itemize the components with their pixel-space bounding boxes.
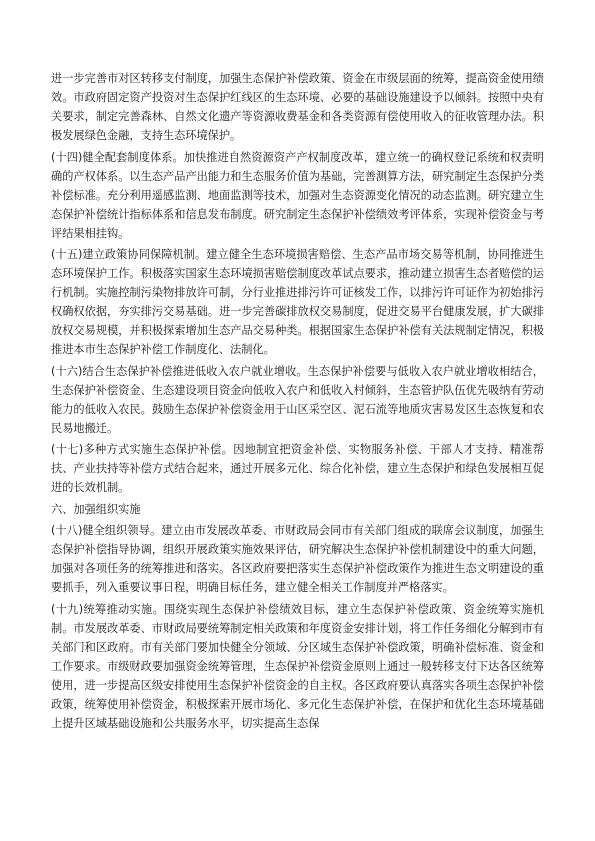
paragraph-14: (十四)健全配套制度体系。加快推进自然资源资产产权制度改革，建立统一的确权登记系统和权责明确的产权体系。以生态产品产出能力和生态服务价值为基础，完善测算方法，研究制定生态保护分类补偿标准。充分利用遥感监测、地面监测等技术，加强对生态资源变化情况的动态监测。研究建立生态保护补偿统计指标体系和信息发布制度。研究制定生态保护补偿绩效考评体系，实现补偿资金与考评结果相挂钩。	[51, 150, 544, 240]
paragraph-17: (十七)多种方式实施生态保护补偿。因地制宜把资金补偿、实物服务补偿、干部人才支持、精准帮扶、产业扶持等补偿方式结合起来，通过开展多元化、综合化补偿，建立生态保护和绿色发展相互促进的长效机制。	[51, 443, 544, 494]
document-page	[51, 69, 544, 735]
paragraph-19: (十九)统筹推动实施。围绕实现生态保护补偿绩效目标，建立生态保护补偿政策、资金统筹实施机制。市发展改革委、市财政局要统筹制定相关政策和年度资金安排计划，将工作任务细化分解到市有关部门和区政府。市有关部门要加快健全分领域、分区域生态保护补偿政策，明确补偿标准、资金和工作要求。市级财政要加强资金统筹管理，生态保护补偿资金原则上通过一般转移支付下达各区统筹使用，进一步提高区级安排使用生态保护补偿资金的自主权。各区政府要认真落实各项生态保护补偿政策，统筹使用补偿资金，积极探索开展市场化、多元化生态保护补偿，在保护和优化生态环境基础上提升区域基础设施和公共服务水平，切实提高生态保	[51, 602, 544, 730]
paragraph-1: 进一步完善市对区转移支付制度，加强生态保护补偿政策、资金在市级层面的统筹，提高资金使用绩效。市政府固定资产投资对生态保护红线区的生态环境、必要的基础设施建设予以倾斜。按照中央有关要求，制定完善森林、自然文化遗产等资源收费基金和各类资源有偿使用收入的征收管理办法。积极发展绿色金融，支持生态环境保护。	[51, 72, 544, 142]
paragraph-15: (十五)建立政策协同保障机制。建立健全生态环境损害赔偿、生态产品市场交易等机制，协同推进生态环境保护工作。积极落实国家生态环境损害赔偿制度改革试点要求，推动建立损害生态者赔偿的运行机制。实施控制污染物排放许可制，分行业推进排污许可证核发工作，以排污许可证作为初始排污权确权依据，夯实排污交易基础。进一步完善碳排放权交易制度，促进交易平台健康发展，扩大碳排放权交易规模，并积极探索增加生态产品交易种类。根据国家生态保护补偿有关法规制定情况，积极推进本市生态保护补偿工作制度化、法制化。	[51, 248, 544, 356]
section-heading: 六、加强组织实施	[51, 502, 141, 516]
paragraph-16: (十六)结合生态保护补偿推进低收入农户就业增收。生态保护补偿要与低收入农户就业增收相结合，生态保护补偿资金、生态建设项目资金向低收入农户和低收入村倾斜，生态管护队伍优先吸纳有劳动能力的低收入农民。鼓励生态保护补偿资金用于山区采空区、泥石流等地质灾害易发区生态恢复和农民易地搬迁。	[51, 364, 544, 435]
paragraph-18: (十八)健全组织领导。建立由市发展改革委、市财政局会同市有关部门组成的联席会议制度，加强生态保护补偿指导协调，组织开展政策实施效果评估，研究解决生态保护补偿机制建设中的重大问题，加强对各项任务的统筹推进和落实。各区政府要把落实生态保护补偿政策作为推进生态文明建设的重要抓手，列入重要议事日程，明确目标任务，建立健全相关工作制度并严格落实。	[51, 524, 544, 594]
